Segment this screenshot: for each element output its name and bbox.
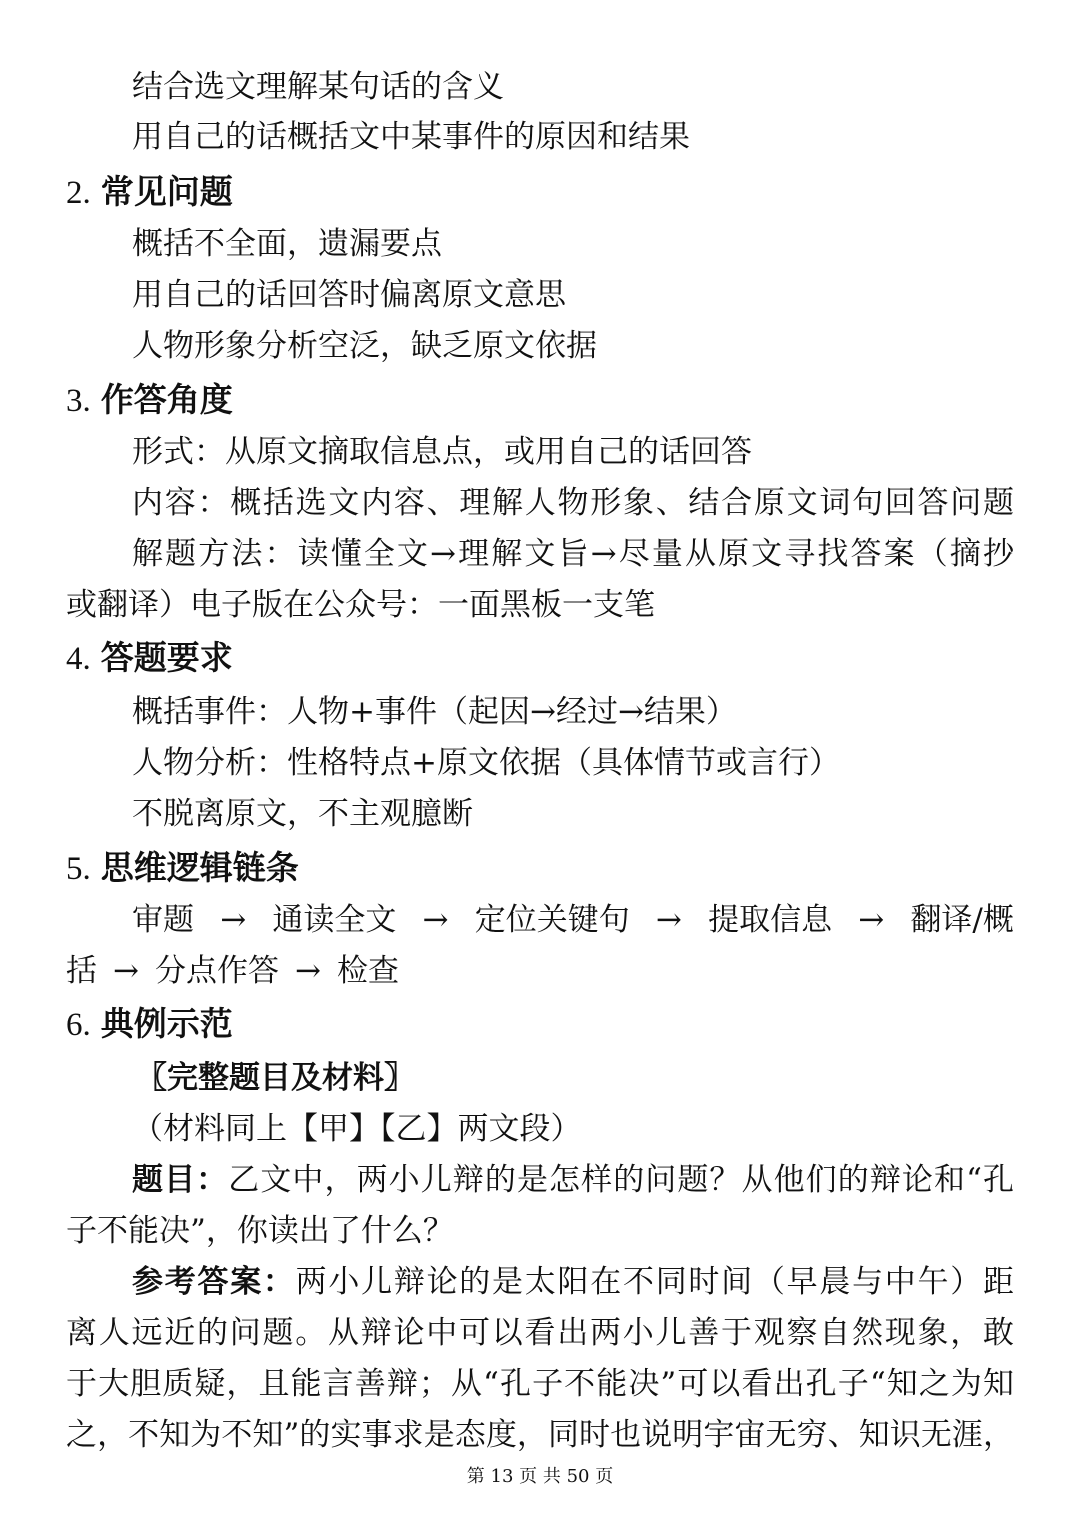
section-4-line-2: 人物分析：性格特点+原文依据（具体情节或言行） (132, 745, 840, 781)
section-2-line-3: 人物形象分析空泛，缺乏原文依据 (132, 328, 597, 364)
section-3-line-3: 解题方法：读懂全文→理解文旨→尽量从原文寻找答案（摘抄 (132, 536, 1014, 572)
section-4-line-1: 概括事件：人物+事件（起因→经过→结果） (132, 694, 737, 730)
logic-chain-line-2: 括 → 分点作答 → 检查 (66, 953, 399, 989)
answer-line-4: 之，不知为不知”的实事求是态度，同时也说明宇宙无穷、知识无涯， (66, 1417, 1014, 1453)
intro-line-1: 结合选文理解某句话的含义 (132, 69, 504, 105)
section-3-line-4: 或翻译）电子版在公众号：一面黑板一支笔 (66, 587, 655, 623)
section-heading-2: 2. 常见问题 (66, 172, 233, 211)
question-line-1: 题目：乙文中，两小儿辩的是怎样的问题？从他们的辩论和“孔 (132, 1162, 1014, 1198)
answer-line-2: 离人远近的问题。从辩论中可以看出两小儿善于观察自然现象，敢 (66, 1315, 1014, 1351)
section-3-line-2: 内容：概括选文内容、理解人物形象、结合原文词句回答问题 (132, 485, 1014, 521)
section-2-line-2: 用自己的话回答时偏离原文意思 (132, 277, 566, 313)
section-heading-4: 4. 答题要求 (66, 638, 233, 677)
section-4-line-3: 不脱离原文，不主观臆断 (132, 796, 473, 832)
section-2-line-1: 概括不全面，遗漏要点 (132, 226, 442, 262)
section-heading-6: 6. 典例示范 (66, 1004, 233, 1043)
intro-line-2: 用自己的话概括文中某事件的原因和结果 (132, 119, 690, 155)
answer-line-3: 于大胆质疑，且能言善辩；从“孔子不能决”可以看出孔子“知之为知 (66, 1366, 1014, 1402)
material-note: （材料同上【甲】【乙】两文段） (132, 1111, 582, 1147)
answer-line-1: 参考答案：两小儿辩论的是太阳在不同时间（早晨与中午）距 (132, 1264, 1015, 1300)
section-heading-3: 3. 作答角度 (66, 380, 233, 419)
page-number-footer: 第 13 页 共 50 页 (466, 1466, 614, 1487)
section-3-line-1: 形式：从原文摘取信息点，或用自己的话回答 (132, 434, 752, 470)
question-line-2: 子不能决”，你读出了什么？ (66, 1213, 454, 1249)
material-title: 〖完整题目及材料〗 (136, 1060, 415, 1096)
logic-chain-line-1: 审题 → 通读全文 → 定位关键句 → 提取信息 → 翻译/概 (132, 902, 1014, 938)
section-heading-5: 5. 思维逻辑链条 (66, 848, 299, 887)
